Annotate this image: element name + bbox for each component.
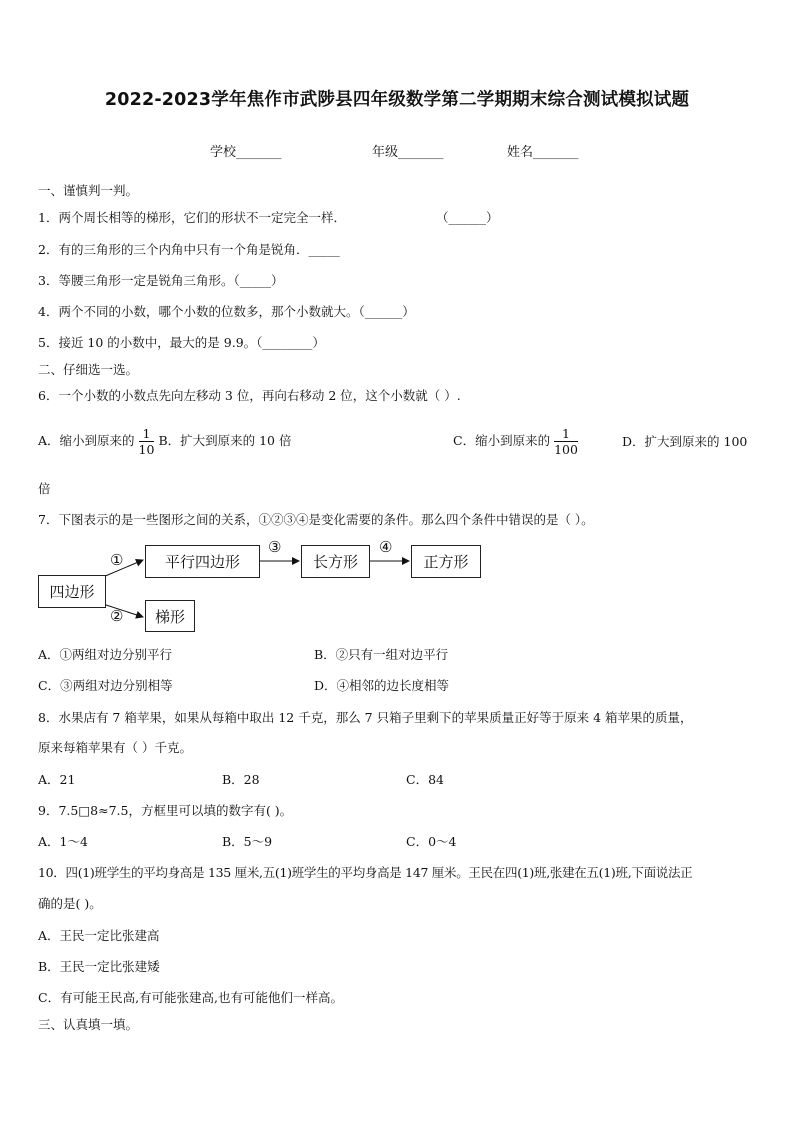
section-3-heading: 三、认真填一填。 xyxy=(38,1017,139,1032)
condition-1-label: ① xyxy=(110,551,124,569)
school-field: 学校_______ xyxy=(210,145,282,160)
option-b-text: B．扩大到原来的 10 倍 xyxy=(158,433,292,448)
question-6-option-d-continued: 倍 xyxy=(38,481,51,496)
box-quadrilateral: 四边形 xyxy=(38,575,106,608)
option-c-text: C．缩小到原来的 xyxy=(453,433,551,448)
question-10-option-b: B．王民一定比张建矮 xyxy=(38,959,160,974)
box-rectangle: 长方形 xyxy=(301,545,370,578)
question-8-option-a: A．21 xyxy=(38,772,76,787)
question-10-option-a: A．王民一定比张建高 xyxy=(38,928,160,943)
question-7-option-c: C．③两组对边分别相等 xyxy=(38,678,173,693)
condition-3-label: ③ xyxy=(268,538,282,556)
question-9-option-c: C．0～4 xyxy=(406,834,457,849)
question-7-option-a: A．①两组对边分别平行 xyxy=(38,647,173,662)
question-9-option-b: B．5～9 xyxy=(222,834,273,849)
name-field: 姓名_______ xyxy=(507,145,579,160)
condition-4-label: ④ xyxy=(379,538,393,556)
question-1-blank: （______） xyxy=(436,210,499,225)
grade-field: 年级_______ xyxy=(372,145,444,160)
question-2: 2．有的三角形的三个内角中只有一个角是锐角．_____ xyxy=(38,242,340,257)
fraction-1-10: $\frac{1}{10}$ xyxy=(138,426,155,457)
fraction-1-100: $\frac{1}{100}$ xyxy=(554,426,578,457)
question-10-line-2: 确的是( )。 xyxy=(38,896,102,911)
question-8-option-c: C．84 xyxy=(406,772,444,787)
question-8-line-2: 原来每箱苹果有（ ）千克。 xyxy=(38,740,192,755)
question-8-line-1: 8．水果店有 7 箱苹果，如果从每箱中取出 12 千克，那么 7 只箱子里剩下的苹果质量正好等于原来 4 箱苹果的质量， xyxy=(38,710,693,725)
page-title: 2022-2023学年焦作市武陟县四年级数学第二学期期末综合测试模拟试题 xyxy=(104,90,690,110)
option-a-text: A．缩小到原来的 xyxy=(38,433,135,448)
question-10-line-1: 10．四(1)班学生的平均身高是 135 厘米,五(1)班学生的平均身高是 147 厘米。王民在四(1)班,张建在五(1)班,下面说法正 xyxy=(38,865,693,880)
question-9: 9．7.5□8≈7.5，方框里可以填的数字有( )。 xyxy=(38,803,293,818)
box-trapezoid: 梯形 xyxy=(145,600,195,632)
condition-2-label: ② xyxy=(110,607,124,625)
section-2-heading: 二、仔细选一选。 xyxy=(38,362,139,377)
question-7-option-d: D．④相邻的边长度相等 xyxy=(314,678,450,693)
question-7: 7．下图表示的是一些图形之间的关系，①②③④是变化需要的条件。那么四个条件中错误的是（ ）。 xyxy=(38,512,594,527)
question-6-option-d: D．扩大到原来的 100 xyxy=(622,434,748,449)
question-10-option-c: C．有可能王民高,有可能张建高,也有可能他们一样高。 xyxy=(38,990,344,1005)
question-5: 5．接近 10 的小数中，最大的是 9.9。（________） xyxy=(38,335,325,350)
question-9-option-a: A．1～4 xyxy=(38,834,88,849)
question-6: 6．一个小数的小数点先向左移动 3 位，再向右移动 2 位，这个小数就（ ）. xyxy=(38,388,461,403)
question-3: 3．等腰三角形一定是锐角三角形。（_____） xyxy=(38,273,284,288)
box-square: 正方形 xyxy=(411,545,481,578)
question-4: 4．两个不同的小数，哪个小数的位数多，那个小数就大。（______） xyxy=(38,304,415,319)
box-parallelogram: 平行四边形 xyxy=(145,545,260,578)
question-7-option-b: B．②只有一组对边平行 xyxy=(314,647,449,662)
question-1: 1．两个周长相等的梯形，它们的形状不一定完全一样． xyxy=(38,210,346,225)
question-8-option-b: B．28 xyxy=(222,772,260,787)
section-1-heading: 一、谨慎判一判。 xyxy=(38,183,139,198)
